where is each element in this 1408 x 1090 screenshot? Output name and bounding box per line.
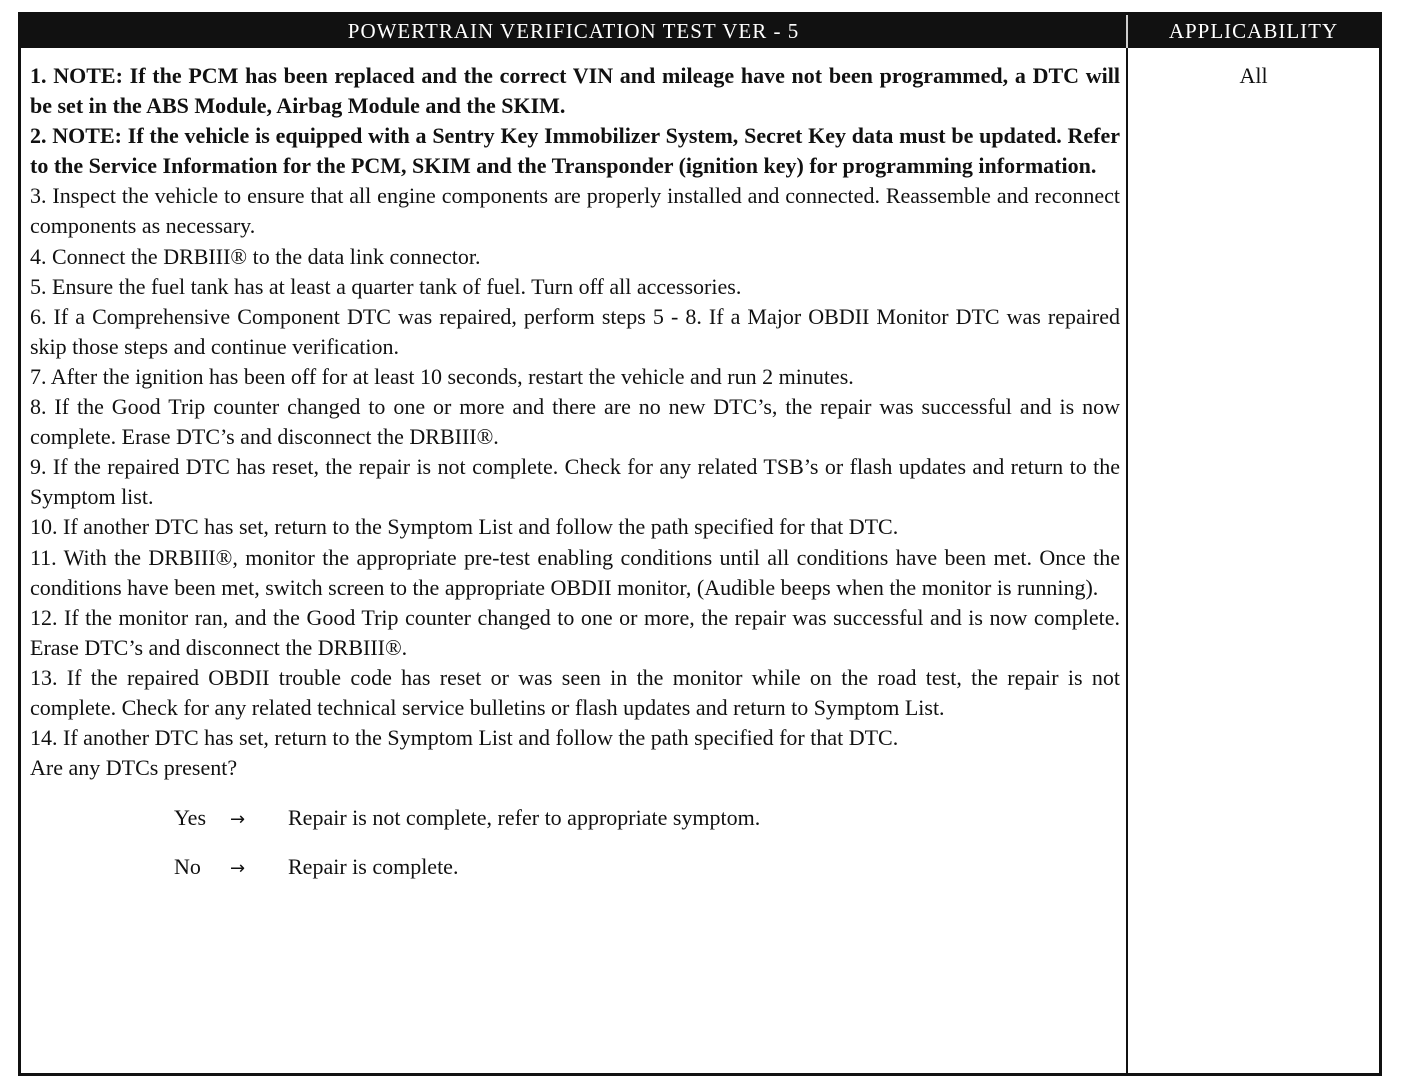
procedure-step: 9. If the repaired DTC has reset, the repair is not complete. Check for any related TSB’s or flash updates and return to the Symptom list. [30, 454, 1120, 510]
answer-text-no: Repair is complete. [288, 854, 459, 880]
procedure-step: 10. If another DTC has set, return to the Symptom List and follow the path specified for that DTC. [30, 514, 899, 540]
answer-key-yes: Yes [174, 805, 207, 831]
test-title-header: POWERTRAIN VERIFICATION TEST VER - 5 [347, 19, 800, 43]
procedure-step: 13. If the repaired OBDII trouble code has reset or was seen in the monitor while on the road test, the repair is not complete. Check for any related technical service bulletins or flash updates and return to Symptom List. [30, 664, 1120, 720]
question-text: Are any DTCs present? [30, 755, 238, 781]
answer-text-yes: Repair is not complete, refer to appropriate symptom. [288, 805, 761, 831]
procedure-cell [30, 61, 1120, 901]
column-divider [1126, 48, 1128, 1073]
answer-list [30, 803, 1120, 882]
arrow-right-icon: → [230, 809, 246, 831]
answer-key-no: No [174, 854, 201, 880]
answer-yes [30, 803, 1120, 833]
applicability-header: APPLICABILITY [1168, 19, 1339, 43]
answer-no [30, 852, 1120, 882]
procedure-step: 8. If the Good Trip counter changed to one or more and there are no new DTC’s, the repair was successful and is now complete. Erase DTC’s and disconnect the DRBIII®. [30, 394, 1120, 450]
procedure-step: 14. If another DTC has set, return to the Symptom List and follow the path specified for that DTC. [30, 725, 899, 751]
procedure-step: 2. NOTE: If the vehicle is equipped with a Sentry Key Immobilizer System, Secret Key data must be updated. Refer to the Service Information for the PCM, SKIM and the Transponder (ignition key) for programming information. [30, 123, 1120, 179]
procedure-step: 6. If a Comprehensive Component DTC was repaired, perform steps 5 - 8. If a Major OBDII Monitor DTC was repaired skip those steps and continue verification. [30, 303, 1120, 359]
applicability-cell: All [1239, 63, 1268, 88]
procedure-step: 7. After the ignition has been off for at least 10 seconds, restart the vehicle and run 2 minutes. [30, 363, 854, 389]
procedure-step: 1. NOTE: If the PCM has been replaced and the correct VIN and mileage have not been programmed, a DTC will be set in the ABS Module, Airbag Module and the SKIM. [30, 63, 1120, 119]
procedure-step: 12. If the monitor ran, and the Good Trip counter changed to one or more, the repair was successful and is now complete. Erase DTC’s and disconnect the DRBIII®. [30, 604, 1120, 660]
procedure-step: 3. Inspect the vehicle to ensure that all engine components are properly installed and connected. Reassemble and reconnect components as necessary. [30, 183, 1120, 239]
arrow-right-icon: → [230, 858, 246, 880]
procedure-step: 11. With the DRBIII®, monitor the appropriate pre-test enabling conditions until all conditions have been met. Once the conditions have been met, switch screen to the appropriate OBDII monitor, (Audible beeps when the monitor is running). [30, 544, 1120, 600]
verification-test-table [18, 12, 1382, 1076]
table-header-row [21, 15, 1379, 48]
procedure-step: 4. Connect the DRBIII® to the data link connector. [30, 243, 481, 269]
procedure-step: 5. Ensure the fuel tank has at least a quarter tank of fuel. Turn off all accessories. [30, 273, 742, 299]
